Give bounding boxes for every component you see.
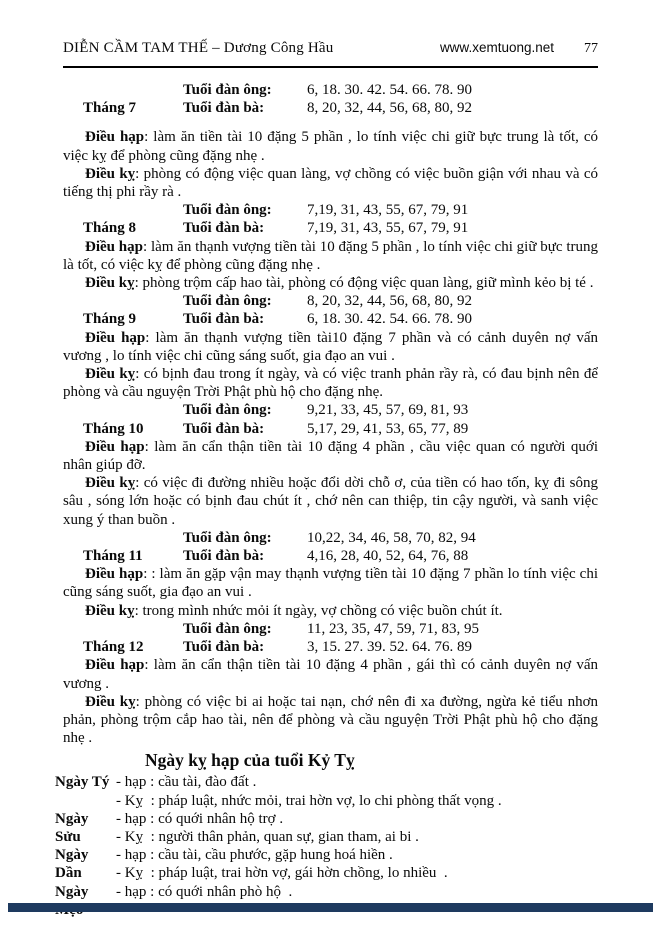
month-12-age-table (63, 620, 598, 656)
day-row-ty (55, 773, 598, 809)
women-ages-row (63, 219, 598, 237)
dieu-ky-label: Điều kỵ (85, 366, 136, 383)
men-ages-label: Tuổi đàn ông: (183, 402, 272, 419)
men-ages-values: 6, 18. 30. 42. 54. 66. 78. 90 (307, 82, 472, 98)
dieu-hap-text: : làm ăn cẩn thận tiền tài 10 đặng 4 phần , cầu việc quan có người quới nhân giúp đỡ. (63, 438, 598, 474)
dieu-ky-label: Điều kỵ (85, 602, 135, 619)
section-title: Ngày kỵ hạp của tuổi Kỷ Tỵ (145, 750, 355, 771)
dieu-ky-text: : có bịnh đau trong ít ngày, và có việc tranh phản rầy rà, có đau bịnh nên để phòng và cầu nguyện Trời Phật phù hộ cho đặng nhẹ. (63, 366, 598, 401)
day-name: Ngày Tý (55, 774, 110, 791)
month-10-age-table (63, 401, 598, 437)
men-ages-label: Tuổi đàn ông: (183, 293, 272, 310)
women-ages-row (63, 310, 598, 328)
month-label-spacer (63, 292, 183, 310)
month-11-age-table (63, 529, 598, 565)
month-8-age-table (63, 201, 598, 237)
dieu-ky-paragraph (63, 274, 598, 292)
day-ky-line: - Kỵ : pháp luật, nhức mỏi, trai hờn vợ, lo chi phòng thất vọng . (116, 792, 502, 809)
day-lines (116, 846, 598, 882)
month-label: Tháng 11 (83, 548, 143, 565)
women-ages-label: Tuổi đàn bà: (183, 100, 265, 117)
dieu-hap-paragraph (63, 128, 598, 164)
dieu-ky-paragraph (63, 165, 598, 201)
men-ages-label: Tuổi đàn ông: (183, 202, 272, 219)
dieu-hap-label: Điều hạp (85, 238, 143, 255)
dieu-hap-paragraph (63, 565, 598, 601)
day-name: Ngày (55, 883, 89, 900)
dieu-ky-label: Điều kỵ (85, 475, 136, 492)
day-hap-line: - hạp : cầu tài, cầu phước, gặp hung hoá hiền . (116, 847, 393, 864)
dieu-hap-paragraph (63, 329, 598, 365)
men-ages-values: 7,19, 31, 43, 55, 67, 79, 91 (307, 202, 469, 219)
women-ages-values: 8, 20, 32, 44, 56, 68, 80, 92 (307, 100, 472, 117)
day-row-dan (55, 846, 598, 882)
month-label: Tháng 8 (83, 220, 136, 237)
month-label-spacer (63, 401, 183, 419)
footer-bar (8, 903, 653, 912)
women-ages-values: 5,17, 29, 41, 53, 65, 77, 89 (307, 420, 469, 437)
page-header (63, 40, 598, 57)
women-ages-row (63, 420, 598, 438)
dieu-hap-text: : làm ăn tiền tài 10 đặng 5 phần , lo tính việc chi giữ bực trung là tốt, có việc kỵ để phòng cũng đặng nhẹ . (63, 129, 598, 164)
day-hap-line: - hạp : cầu tài, đào đất . (116, 774, 257, 791)
men-ages-values: 9,21, 33, 45, 57, 69, 81, 93 (307, 402, 469, 419)
men-ages-row (63, 401, 598, 419)
dieu-hap-label: Điều hạp (85, 329, 146, 346)
women-ages-values: 3, 15. 27. 39. 52. 64. 76. 89 (307, 639, 472, 656)
women-ages-values: 6, 18. 30. 42. 54. 66. 78. 90 (307, 311, 472, 328)
month-label-spacer (63, 620, 183, 638)
dieu-ky-text: : có việc đi đường nhiều hoặc đổi dời chỗ ơ, của tiền có hao tốn, kỵ đi sông sâu , sóng lớn hoặc có bịnh đau chút ít , chớ nên can thiệp, tin cậy người, và sanh việc xung ý than buồn . (63, 475, 598, 528)
dieu-hap-label: Điều hạp (85, 657, 145, 674)
men-ages-row (63, 620, 598, 638)
day-name: Ngày Dần (55, 847, 89, 882)
day-lines (116, 810, 598, 846)
dieu-hap-label: Điều hạp (85, 566, 144, 583)
dieu-hap-text: : : làm ăn gặp vận may thạnh vượng tiền tài 10 đặng 7 phần lo tính việc chi cũng sáng suốt, gia đạo an vui . (63, 566, 599, 601)
day-row-suu (55, 810, 598, 846)
dieu-ky-text: : phòng có động việc quan làng, vợ chồng có việc buồn giận với nhau và có tiếng thị phi rầy rà . (63, 165, 599, 201)
website-url: www.xemtuong.net (439, 40, 554, 55)
month-label: Tháng 12 (83, 639, 144, 656)
dieu-hap-text: : làm ăn cẩn thận tiền tài 10 đặng 4 phần , gái thì có cảnh duyên nợ vấn vương . (63, 657, 599, 692)
women-ages-label: Tuổi đàn bà: (183, 420, 265, 437)
dieu-hap-paragraph (63, 438, 598, 474)
day-list (55, 773, 598, 919)
dieu-hap-paragraph (63, 238, 598, 274)
dieu-hap-text: : làm ăn thạnh vượng tiền tài10 đặng 7 phần và có cảnh duyên nợ vấn vương , lo tính việc chi cũng sáng suốt, gia đạo an vui . (63, 329, 598, 364)
book-title: DIỄN CẦM TAM THẾ – Dương Công Hầu (63, 40, 334, 56)
month-label-spacer (63, 529, 183, 547)
day-ky-line: - Kỵ : người thân phản, quan sự, gian tham, ai bi . (116, 828, 419, 845)
dieu-hap-label: Điều hạp (85, 129, 145, 146)
month-label: Tháng 9 (83, 311, 136, 328)
dieu-ky-label: Điều kỵ (85, 275, 135, 292)
day-lines (116, 773, 598, 809)
month-label-spacer (63, 81, 183, 99)
men-ages-values: 8, 20, 32, 44, 56, 68, 80, 92 (307, 293, 472, 310)
women-ages-values: 7,19, 31, 43, 55, 67, 79, 91 (307, 220, 469, 237)
month-label: Tháng 10 (83, 420, 144, 437)
men-ages-row (63, 292, 598, 310)
men-ages-row (63, 81, 598, 99)
dieu-ky-text: : phòng có việc bi ai hoặc tai nạn, chớ nên đi xa đường, ngừa kẻ tiểu nhơn phản, phòng trộm cắp hao tài, nên để phòng và cầu nguyện Trời Phật phù hộ cho đặng nhẹ . (63, 693, 599, 747)
men-ages-values: 11, 23, 35, 47, 59, 71, 83, 95 (307, 620, 479, 637)
men-ages-label: Tuổi đàn ông: (183, 620, 272, 637)
women-ages-row (63, 547, 598, 565)
women-ages-row (63, 638, 598, 656)
men-ages-label: Tuổi đàn ông: (183, 529, 272, 546)
men-ages-values: 10,22, 34, 46, 58, 70, 82, 94 (307, 529, 476, 546)
women-ages-label: Tuổi đàn bà: (183, 311, 265, 328)
page-content (55, 81, 599, 919)
women-ages-values: 4,16, 28, 40, 52, 64, 76, 88 (307, 548, 469, 565)
dieu-ky-label: Điều kỵ (85, 165, 136, 182)
dieu-ky-paragraph (63, 602, 598, 620)
dieu-hap-paragraph (63, 656, 598, 692)
day-lines (116, 883, 598, 919)
dieu-ky-paragraph (63, 365, 598, 401)
dieu-ky-paragraph (63, 693, 598, 748)
page-number: 77 (584, 41, 598, 56)
dieu-hap-text: : làm ăn thạnh vượng tiền tài 10 đặng 5 phần , lo tính việc chi giữ bực trung là tốt, có việc kỵ để phòng cũng đặng nhẹ . (63, 238, 598, 273)
day-row-meo (55, 883, 598, 919)
day-ky-line: - Kỵ : pháp luật, trai hờn vợ, gái hờn chồng, lo nhiều . (116, 865, 448, 882)
month-9-age-table (63, 292, 598, 328)
month-label: Tháng 7 (83, 100, 136, 117)
women-ages-row (63, 99, 598, 117)
men-ages-label: Tuổi đàn ông: (183, 82, 272, 98)
day-hap-line: - hạp : có quới nhân phò hộ . (116, 883, 293, 900)
month-7-age-table (63, 81, 598, 117)
dieu-ky-text: : trong mình nhức mỏi ít ngày, vợ chồng có việc buồn chút ít. (134, 602, 503, 619)
men-ages-row (63, 529, 598, 547)
women-ages-label: Tuổi đàn bà: (183, 639, 265, 656)
dieu-ky-paragraph (63, 474, 598, 529)
women-ages-label: Tuổi đàn bà: (183, 220, 265, 237)
day-name: Ngày Sửu (55, 810, 89, 845)
month-label-spacer (63, 201, 183, 219)
header-divider (63, 66, 598, 68)
dieu-hap-label: Điều hạp (85, 438, 145, 455)
men-ages-row (63, 201, 598, 219)
women-ages-label: Tuổi đàn bà: (183, 548, 265, 565)
day-hap-line: - hạp : có quới nhân hộ trợ . (116, 810, 284, 827)
dieu-ky-label: Điều kỵ (85, 693, 136, 710)
dieu-ky-text: : phòng trộm cấp hao tài, phòng có động việc quan làng, giữ mình kẻo bị té . (134, 275, 594, 292)
